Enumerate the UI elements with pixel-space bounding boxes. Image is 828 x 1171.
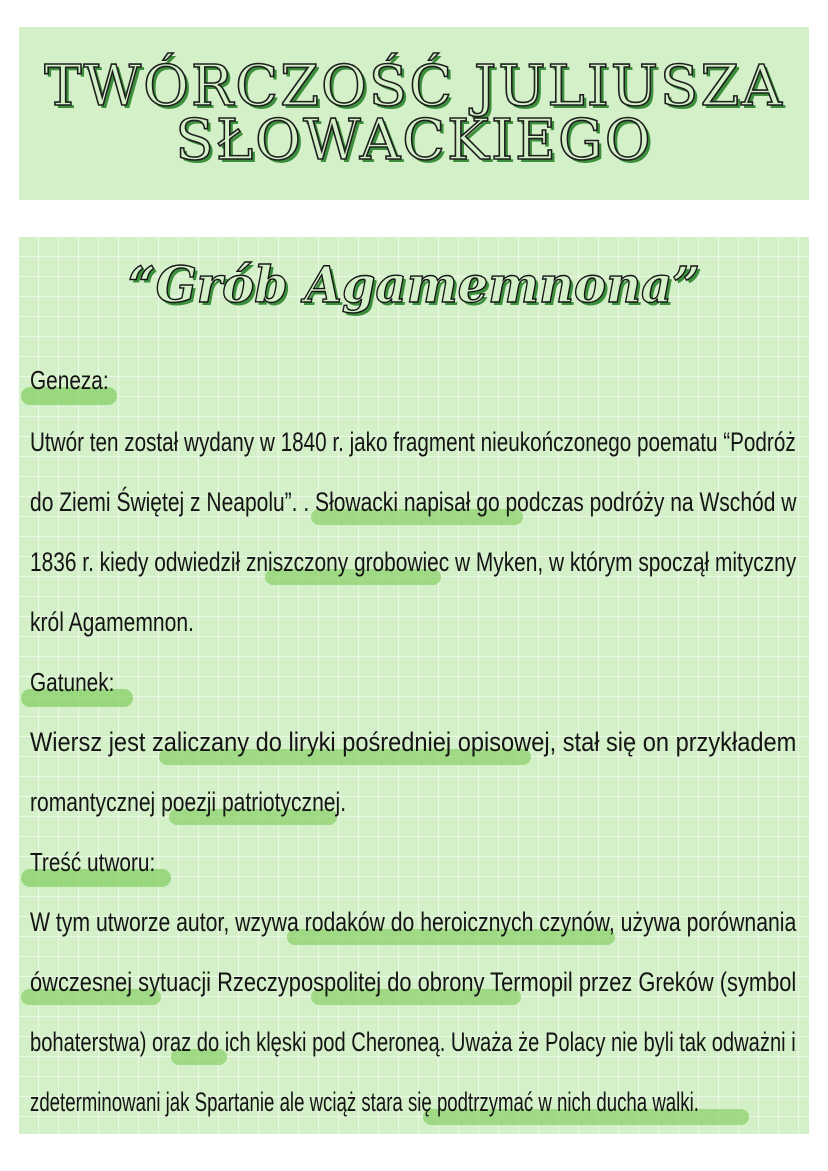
genesis-line: król Agamemnon. — [30, 607, 194, 637]
poem-title: “Grób Agamemnona” — [128, 255, 700, 314]
section-heading-content: Treść utworu: — [30, 847, 156, 877]
genesis-line: do Ziemi Świętej z Neapolu”. . Słowacki napisał go podczas podróży na Wschód w — [30, 487, 797, 517]
content-line: zdeterminowani jak Spartanie ale wciąż stara się podtrzymać w nich ducha walki. — [30, 1087, 699, 1117]
note-card — [19, 237, 809, 1134]
page-title-line-2: SŁOWACKIEGO — [175, 107, 653, 173]
section-heading-genre: Gatunek: — [30, 667, 115, 697]
content-line: ówczesnej sytuacji Rzeczypospolitej do obrony Termopil przez Greków (symbol — [30, 967, 797, 997]
content-line: W tym utworze autor, wzywa rodaków do heroicznych czynów, używa porównania — [30, 907, 797, 937]
page-title-line-1: TWÓRCZOŚĆ JULIUSZA — [44, 53, 784, 119]
genre-line: Wiersz jest zaliczany do liryki pośredniej opisowej, stał się on przykładem — [30, 727, 797, 757]
genesis-line: 1836 r. kiedy odwiedził zniszczony grobowiec w Myken, w którym spoczął mityczny — [30, 547, 797, 577]
title-banner — [19, 27, 809, 200]
section-heading-genesis: Geneza: — [30, 365, 109, 395]
genesis-line: Utwór ten został wydany w 1840 r. jako fragment nieukończonego poematu “Podróż — [30, 427, 796, 457]
genre-line: romantycznej poezji patriotycznej. — [30, 787, 347, 817]
content-line: bohaterstwa) oraz do ich klęski pod Cheroneą. Uważa że Polacy nie byli tak odważni i — [30, 1027, 796, 1057]
